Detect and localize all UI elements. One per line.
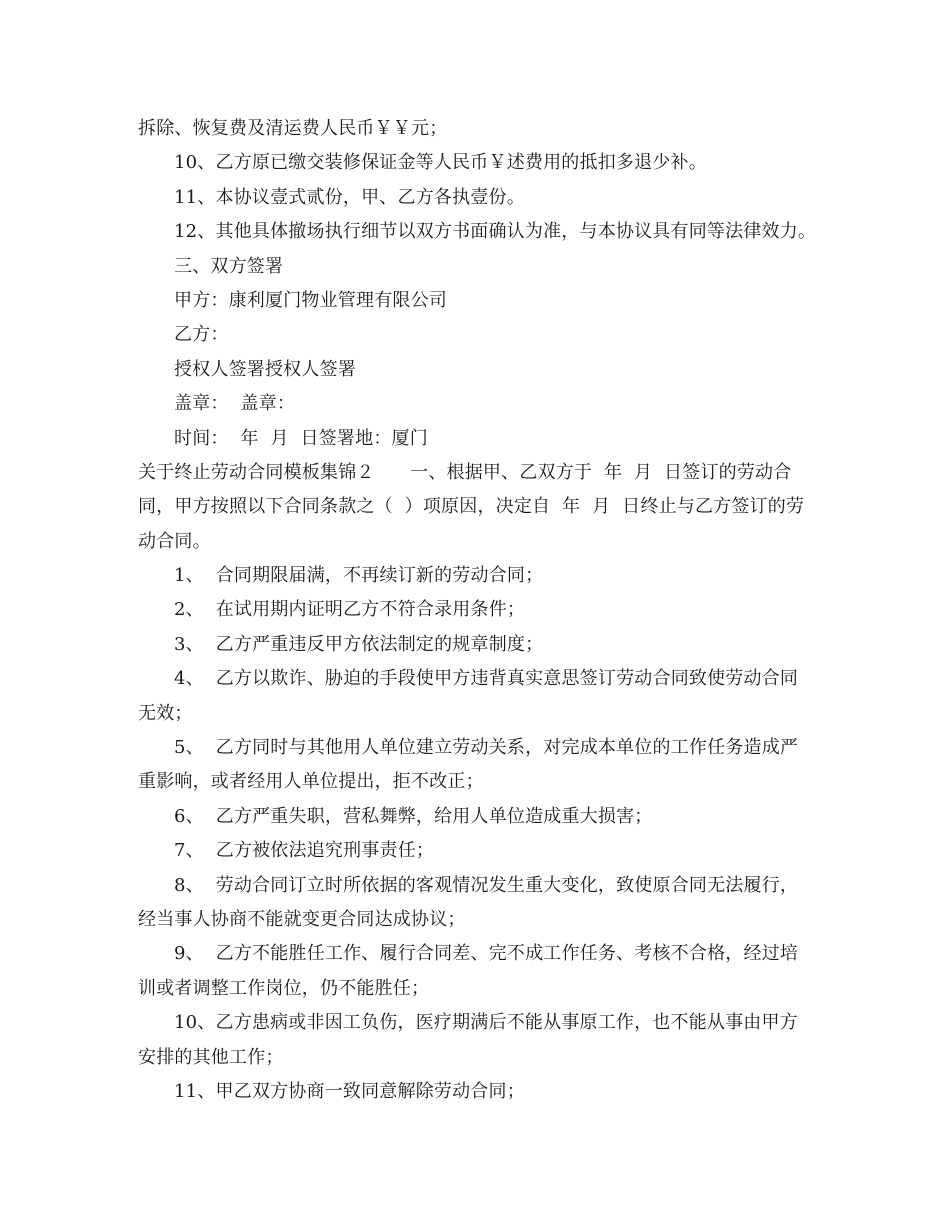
list-item: 10、乙方患病或非因工负伤，医疗期满后不能从事原工作，也不能从事由甲方 <box>174 1012 798 1034</box>
list-item: 2、 在试用期内证明乙方不符合录用条件； <box>174 599 526 621</box>
text-line: 经当事人协商不能就变更合同达成协议； <box>138 908 466 930</box>
document-body <box>138 112 818 1109</box>
text-line: 11、本协议壹式贰份，甲、乙方各执壹份。 <box>174 186 525 208</box>
text-line: 关于终止劳动合同模板集锦２ 一、根据甲、乙双方于 年 月 日签订的劳动合 <box>138 461 792 483</box>
signature-line: 授权人签署授权人签署 <box>174 358 356 380</box>
text-line: 10、乙方原已缴交装修保证金等人民币￥述费用的抵扣多退少补。 <box>174 152 707 174</box>
date-place-line: 时间： 年 月 日签署地：厦门 <box>174 427 428 449</box>
party-b-line: 乙方： <box>174 324 229 346</box>
list-item: 5、 乙方同时与其他用人单位建立劳动关系，对完成本单位的工作任务造成严 <box>174 737 799 759</box>
text-line: 训或者调整工作岗位，仍不能胜任； <box>138 977 430 999</box>
party-a-line: 甲方：康利厦门物业管理有限公司 <box>174 289 447 311</box>
section-heading: 三、双方签署 <box>174 255 284 277</box>
list-item: 11、甲乙双方协商一致同意解除劳动合同； <box>174 1080 525 1102</box>
list-item: 6、 乙方严重失职，营私舞弊，给用人单位造成重大损害； <box>174 805 653 827</box>
text-line: 安排的其他工作； <box>138 1046 284 1068</box>
list-item: 7、 乙方被依法追究刑事责任； <box>174 840 435 862</box>
text-line: 重影响，或者经用人单位提出，拒不改正； <box>138 771 484 793</box>
text-line: 动合同。 <box>138 530 211 552</box>
list-item: 3、 乙方严重违反甲方依法制定的规章制度； <box>174 633 544 655</box>
text-line: 同，甲方按照以下合同条款之（ ）项原因，决定自 年 月 日终止与乙方签订的劳 <box>138 496 805 518</box>
list-item: 9、 乙方不能胜任工作、履行合同差、完不成工作任务、考核不合格，经过培 <box>174 943 799 965</box>
text-line: 拆除、恢复费及清运费人民币￥￥元； <box>138 118 448 139</box>
list-item: 4、 乙方以欺诈、胁迫的手段使甲方违背真实意思签订劳动合同致使劳动合同 <box>174 668 799 690</box>
text-line: 无效； <box>138 702 193 724</box>
text-line: 12、其他具体撤场执行细节以双方书面确认为准，与本协议具有同等法律效力。 <box>174 221 817 243</box>
list-item: 1、 合同期限届满，不再续订新的劳动合同； <box>174 565 544 587</box>
list-item: 8、 劳动合同订立时所依据的客观情况发生重大变化，致使原合同无法履行， <box>174 874 799 896</box>
seal-line: 盖章： 盖章： <box>174 393 296 415</box>
